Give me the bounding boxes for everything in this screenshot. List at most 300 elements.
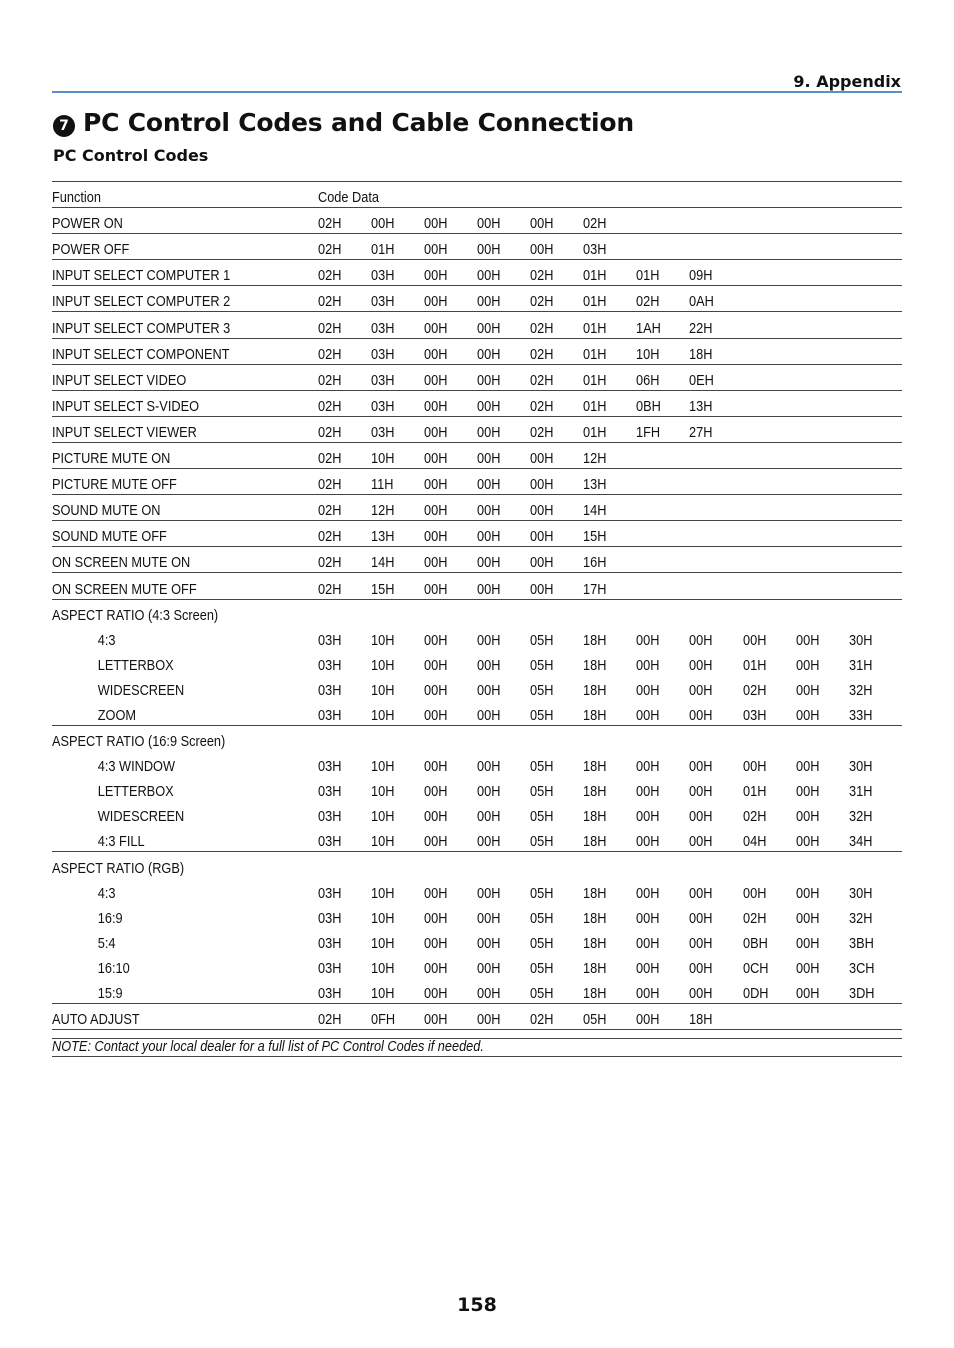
code-cell (689, 208, 736, 234)
function-cell: ASPECT RATIO (4:3 Screen) (52, 607, 219, 624)
code-cell: 00H (477, 416, 524, 442)
code-cell (796, 521, 843, 547)
code-cell: 00H (476, 809, 501, 826)
code-cell (849, 521, 896, 547)
code-cell (689, 852, 736, 878)
code-cell (796, 725, 843, 751)
code-cell: 3BH (848, 935, 874, 952)
control-codes-table (52, 181, 902, 1030)
code-cell (849, 390, 896, 416)
code-cell: 18H (583, 978, 630, 1004)
code-cell: 30H (848, 759, 873, 776)
code-cell: 00H (424, 208, 471, 234)
code-cell: 02H (636, 286, 683, 312)
code-cell (583, 725, 630, 751)
code-cell: 00H (477, 364, 524, 390)
code-cell: 00H (742, 885, 766, 902)
code-cell: 00H (424, 1004, 471, 1030)
code-cell (849, 338, 896, 364)
code-cell: 05H (530, 784, 554, 801)
code-cell: 03H (371, 286, 418, 312)
code-cell: 00H (477, 338, 524, 364)
code-cell: 00H (424, 547, 471, 573)
code-cell: 00H (476, 784, 501, 801)
code-cell: 00H (530, 573, 577, 599)
table-row (52, 852, 902, 878)
code-cell: 03H (317, 784, 342, 801)
table-row (52, 547, 902, 573)
code-cell (743, 852, 790, 878)
code-cell: 03H (318, 700, 365, 726)
code-cell: 00H (477, 442, 524, 468)
code-cell: 00H (423, 759, 448, 776)
code-cell: 0FH (371, 1004, 418, 1030)
code-cell: 01H (742, 784, 766, 801)
code-cell: 00H (423, 784, 448, 801)
code-cell (636, 573, 683, 599)
code-cell: 00H (423, 809, 448, 826)
code-cell: 00H (795, 885, 820, 902)
code-cell (530, 599, 577, 625)
code-cell: 02H (742, 682, 766, 699)
table-row (52, 495, 902, 521)
code-cell: 00H (423, 632, 448, 649)
code-cell: 00H (423, 960, 448, 977)
table-row (52, 1004, 902, 1030)
code-cell: 00H (636, 910, 660, 927)
code-cell: 02H (530, 364, 577, 390)
code-cell: 00H (423, 682, 448, 699)
code-cell: 00H (795, 784, 820, 801)
code-cell (689, 521, 736, 547)
code-cell: 22H (689, 312, 736, 338)
code-cell: 04H (743, 826, 790, 852)
table-header-row (52, 182, 902, 208)
code-cell: 00H (689, 960, 713, 977)
code-cell (371, 852, 418, 878)
code-cell: 00H (795, 809, 820, 826)
code-cell: 02H (583, 208, 630, 234)
code-cell (371, 599, 418, 625)
code-cell (796, 547, 843, 573)
code-cell: 18H (583, 885, 607, 902)
code-cell (743, 416, 790, 442)
code-cell: 18H (689, 338, 736, 364)
code-cell (849, 260, 896, 286)
code-cell: 02H (318, 390, 365, 416)
table-row (52, 364, 902, 390)
code-cell (743, 573, 790, 599)
code-cell (849, 286, 896, 312)
code-cell: 01H (583, 260, 630, 286)
function-cell: AUTO ADJUST (52, 1004, 286, 1030)
code-cell: 00H (476, 632, 501, 649)
code-cell: 02H (530, 338, 577, 364)
column-header-function: Function (52, 182, 286, 208)
code-cell (743, 234, 790, 260)
code-cell (743, 547, 790, 573)
code-cell (849, 442, 896, 468)
function-cell: INPUT SELECT COMPUTER 2 (52, 286, 286, 312)
code-cell: 00H (424, 234, 471, 260)
code-cell (796, 495, 843, 521)
code-cell: 30H (848, 885, 873, 902)
subtitle: PC Control Codes (53, 146, 209, 165)
code-cell: 1FH (636, 416, 683, 442)
code-cell: 00H (477, 700, 524, 726)
code-cell: 01H (371, 234, 418, 260)
code-cell: 3DH (849, 978, 896, 1004)
function-cell: SOUND MUTE ON (52, 495, 286, 521)
function-cell: POWER OFF (52, 234, 286, 260)
code-cell: 00H (530, 495, 577, 521)
code-cell: 00H (477, 978, 524, 1004)
code-cell (530, 725, 577, 751)
code-cell: 31H (848, 784, 873, 801)
code-cell: 00H (530, 469, 577, 495)
code-cell: 00H (636, 784, 660, 801)
function-cell: POWER ON (52, 208, 286, 234)
code-cell: 00H (424, 364, 471, 390)
code-cell: 00H (477, 547, 524, 573)
code-cell: 00H (636, 826, 683, 852)
code-cell: 00H (795, 682, 820, 699)
code-cell (689, 725, 736, 751)
table-row (52, 208, 902, 234)
code-cell: 14H (583, 495, 630, 521)
code-cell: 00H (477, 234, 524, 260)
code-cell: 00H (424, 338, 471, 364)
code-cell: 00H (796, 700, 843, 726)
code-cell: 01H (583, 390, 630, 416)
code-cell: 00H (476, 960, 501, 977)
code-cell: 01H (583, 338, 630, 364)
code-cell: 01H (583, 416, 630, 442)
code-cell (743, 725, 790, 751)
code-cell (849, 312, 896, 338)
code-cell: 16H (583, 547, 630, 573)
table-row (52, 234, 902, 260)
code-cell (689, 573, 736, 599)
function-cell: 4:3 (97, 885, 116, 902)
code-cell (743, 286, 790, 312)
code-cell: 00H (424, 442, 471, 468)
code-cell: 01H (583, 312, 630, 338)
table-row (52, 286, 902, 312)
code-cell (849, 234, 896, 260)
code-cell: 02H (318, 260, 365, 286)
code-cell: 02H (530, 312, 577, 338)
code-cell: 03H (371, 338, 418, 364)
table-row (52, 338, 902, 364)
table-row (52, 625, 902, 650)
function-cell: INPUT SELECT COMPONENT (52, 338, 286, 364)
code-cell: 18H (583, 910, 607, 927)
code-cell: 00H (423, 885, 448, 902)
code-cell (849, 416, 896, 442)
table-row (52, 390, 902, 416)
code-cell: 05H (530, 759, 554, 776)
code-cell: 18H (689, 1004, 736, 1030)
code-cell: 00H (689, 885, 713, 902)
table-row (52, 878, 902, 903)
code-cell (636, 234, 683, 260)
table-row (52, 650, 902, 675)
code-cell: 10H (371, 826, 418, 852)
code-cell (689, 547, 736, 573)
code-cell (849, 725, 896, 751)
section-number-badge: 7 (53, 115, 75, 137)
code-cell (636, 442, 683, 468)
code-cell: 02H (742, 809, 766, 826)
code-cell: 00H (689, 759, 713, 776)
code-cell: 00H (530, 547, 577, 573)
code-cell: 00H (796, 978, 843, 1004)
code-cell: 00H (424, 573, 471, 599)
code-cell (530, 852, 577, 878)
function-cell: LETTERBOX (97, 784, 174, 801)
code-cell: 00H (636, 935, 660, 952)
code-cell: 00H (795, 910, 820, 927)
code-cell: 00H (742, 759, 766, 776)
code-cell (796, 469, 843, 495)
table-row (52, 978, 902, 1004)
code-cell (743, 364, 790, 390)
code-cell: 03H (318, 978, 365, 1004)
code-cell: 03H (317, 935, 342, 952)
code-cell: 01H (636, 260, 683, 286)
code-cell (689, 442, 736, 468)
code-cell: 0BH (742, 935, 768, 952)
code-cell: 00H (689, 978, 736, 1004)
table-row (52, 776, 902, 801)
code-cell (636, 208, 683, 234)
function-cell: ASPECT RATIO (RGB) (52, 860, 185, 877)
code-cell (743, 599, 790, 625)
code-cell: 00H (477, 286, 524, 312)
code-cell: 02H (530, 260, 577, 286)
code-cell (636, 725, 683, 751)
code-cell (796, 208, 843, 234)
code-cell: 00H (530, 234, 577, 260)
code-cell: 27H (689, 416, 736, 442)
table-row (52, 416, 902, 442)
code-cell: 10H (370, 809, 395, 826)
code-cell: 13H (689, 390, 736, 416)
code-cell: 18H (583, 759, 607, 776)
code-cell: 00H (476, 657, 501, 674)
code-cell: 00H (424, 826, 471, 852)
code-cell: 10H (371, 978, 418, 1004)
table-row (52, 928, 902, 953)
code-cell: 10H (370, 682, 395, 699)
code-cell: 00H (795, 657, 820, 674)
code-cell: 00H (689, 700, 736, 726)
code-cell: 03H (317, 885, 342, 902)
code-cell: 1AH (636, 312, 683, 338)
code-cell: 00H (424, 469, 471, 495)
code-cell: 05H (530, 809, 554, 826)
code-cell: 0BH (636, 390, 683, 416)
code-cell: 06H (636, 364, 683, 390)
code-cell: 00H (795, 935, 820, 952)
code-cell: 11H (371, 469, 418, 495)
code-cell (796, 573, 843, 599)
table-row (52, 725, 902, 751)
code-cell (849, 208, 896, 234)
code-cell: 00H (477, 521, 524, 547)
code-cell: 10H (370, 759, 395, 776)
code-cell (849, 547, 896, 573)
code-cell: 00H (636, 885, 660, 902)
code-cell (849, 469, 896, 495)
code-cell: 00H (476, 682, 501, 699)
code-cell (743, 338, 790, 364)
code-cell: 18H (583, 960, 607, 977)
code-cell: 00H (530, 208, 577, 234)
code-cell: 00H (424, 495, 471, 521)
code-cell: 02H (318, 1004, 365, 1030)
code-cell (743, 442, 790, 468)
code-cell: 00H (530, 521, 577, 547)
code-cell: 03H (317, 682, 342, 699)
code-cell: 03H (743, 700, 790, 726)
code-cell (743, 469, 790, 495)
function-cell: PICTURE MUTE OFF (52, 469, 286, 495)
code-cell: 15H (583, 521, 630, 547)
code-cell: 00H (477, 312, 524, 338)
code-cell (743, 208, 790, 234)
code-cell (636, 495, 683, 521)
function-cell: INPUT SELECT COMPUTER 3 (52, 312, 286, 338)
code-cell: 18H (583, 935, 607, 952)
code-cell: 02H (318, 234, 365, 260)
code-cell: 00H (689, 826, 736, 852)
code-cell (743, 1004, 790, 1030)
page-number: 158 (457, 1294, 497, 1316)
code-cell: 00H (689, 935, 713, 952)
code-cell: 0AH (689, 286, 736, 312)
function-cell: 5:4 (97, 935, 116, 952)
code-cell: 0DH (743, 978, 790, 1004)
code-cell (796, 312, 843, 338)
code-cell: 00H (477, 826, 524, 852)
code-cell: 00H (636, 700, 683, 726)
code-cell: 10H (370, 784, 395, 801)
code-cell: 00H (423, 657, 448, 674)
code-cell (849, 599, 896, 625)
code-cell: 00H (689, 632, 713, 649)
table-row (52, 599, 902, 625)
code-cell: 00H (795, 759, 820, 776)
code-cell: 02H (318, 208, 365, 234)
function-cell: 15:9 (52, 978, 286, 1004)
code-cell (849, 852, 896, 878)
function-cell: 16:9 (97, 910, 123, 927)
function-cell: ON SCREEN MUTE OFF (52, 573, 286, 599)
note-text: NOTE: Contact your local dealer for a full list of PC Control Codes if needed. (52, 1039, 484, 1055)
function-cell: PICTURE MUTE ON (52, 442, 286, 468)
code-cell (743, 312, 790, 338)
code-cell: 18H (583, 700, 630, 726)
code-cell: 01H (742, 657, 766, 674)
code-cell: 00H (476, 935, 501, 952)
code-cell: 05H (530, 682, 554, 699)
code-cell: 32H (848, 682, 873, 699)
code-cell: 03H (317, 960, 342, 977)
function-cell: INPUT SELECT S-VIDEO (52, 390, 286, 416)
code-cell: 00H (689, 809, 713, 826)
code-cell (636, 521, 683, 547)
code-cell: 00H (636, 960, 660, 977)
table-row (52, 260, 902, 286)
code-cell: 00H (530, 442, 577, 468)
code-cell: 00H (742, 632, 766, 649)
code-cell: 00H (424, 260, 471, 286)
code-cell (849, 573, 896, 599)
code-cell: 10H (370, 960, 395, 977)
function-cell: WIDESCREEN (97, 809, 185, 826)
code-cell: 03H (371, 260, 418, 286)
code-cell: 02H (318, 338, 365, 364)
code-cell: 00H (476, 759, 501, 776)
code-cell: 10H (370, 885, 395, 902)
code-cell (743, 521, 790, 547)
function-cell: SOUND MUTE OFF (52, 521, 286, 547)
code-cell: 18H (583, 682, 607, 699)
code-cell: 05H (530, 935, 554, 952)
code-cell (849, 1004, 896, 1030)
code-cell (636, 599, 683, 625)
code-cell: 02H (318, 312, 365, 338)
code-cell: 00H (636, 657, 660, 674)
code-cell (796, 364, 843, 390)
code-cell: 10H (636, 338, 683, 364)
code-cell (743, 390, 790, 416)
code-cell: 02H (530, 416, 577, 442)
code-cell: 00H (689, 784, 713, 801)
code-cell: 00H (636, 632, 660, 649)
code-cell: 13H (583, 469, 630, 495)
code-cell: 00H (689, 682, 713, 699)
function-cell: ASPECT RATIO (16:9 Screen) (52, 734, 226, 751)
code-cell (583, 599, 630, 625)
code-cell: 00H (476, 885, 501, 902)
code-cell: 02H (318, 521, 365, 547)
code-cell: 00H (477, 260, 524, 286)
code-cell (371, 725, 418, 751)
table-row (52, 521, 902, 547)
header-rule (52, 91, 902, 93)
note (52, 1039, 902, 1057)
function-cell: 4:3 (97, 632, 116, 649)
code-cell: 14H (371, 547, 418, 573)
code-cell (689, 599, 736, 625)
code-cell: 10H (370, 935, 395, 952)
code-cell: 00H (371, 208, 418, 234)
section-label: 9. Appendix (793, 72, 901, 91)
table-row (52, 953, 902, 978)
code-cell: 32H (848, 910, 873, 927)
code-cell: 00H (424, 521, 471, 547)
code-cell: 18H (583, 809, 607, 826)
code-cell: 05H (530, 960, 554, 977)
code-cell: 00H (423, 935, 448, 952)
column-header-code-data: Code Data (318, 182, 832, 208)
code-cell: 32H (848, 809, 873, 826)
code-cell (796, 260, 843, 286)
code-cell: 31H (848, 657, 873, 674)
